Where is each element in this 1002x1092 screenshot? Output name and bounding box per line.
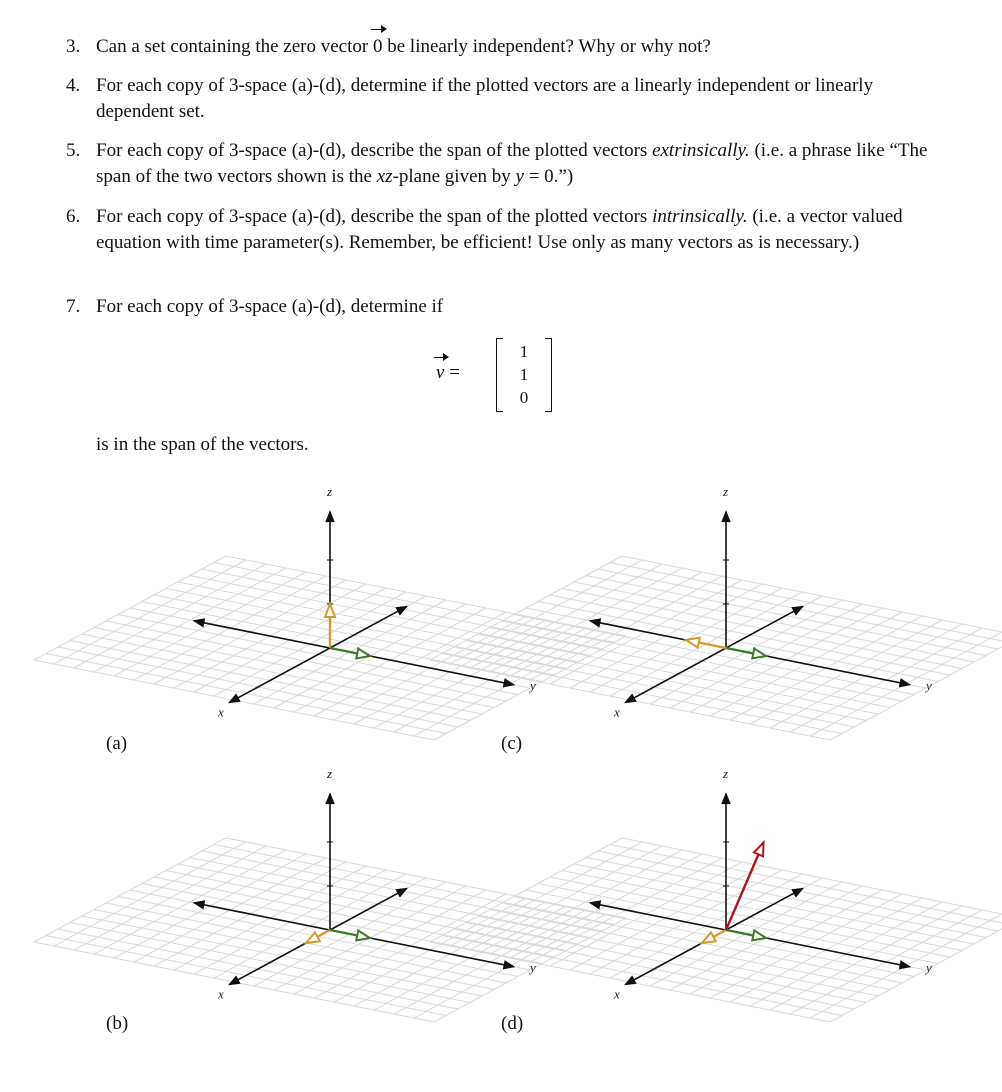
- x-axis-label: x: [218, 704, 224, 720]
- y-axis-arrowhead: [590, 619, 601, 627]
- grid-line: [74, 564, 266, 668]
- emphasis: intrinsically.: [652, 206, 748, 227]
- x-axis: [229, 606, 407, 702]
- green-vector-arrowhead: [752, 649, 766, 659]
- question-number: 3.: [66, 36, 81, 57]
- plot-label-a: (a): [106, 733, 128, 754]
- axes-3d-graph: [140, 766, 540, 1014]
- grid-line: [610, 845, 1002, 925]
- green-vector-arrowhead: [356, 931, 370, 941]
- grid-line: [34, 838, 226, 942]
- y-axis-label: y: [926, 960, 932, 976]
- orange-vector-arrowhead: [702, 932, 716, 943]
- question-number: 5.: [66, 140, 81, 161]
- axes-3d-graph: [536, 766, 936, 1014]
- y-axis-arrowhead: [194, 901, 205, 909]
- math-var: xz: [376, 166, 393, 187]
- left-bracket: [496, 338, 503, 412]
- question-text: = 0.”): [523, 166, 574, 187]
- grid-line: [622, 556, 1002, 636]
- plot-c: [536, 484, 936, 782]
- x-axis-arrowhead: [396, 606, 407, 614]
- axes-3d-graph: [536, 484, 936, 732]
- x-axis-label: x: [614, 704, 620, 720]
- column-matrix: [496, 336, 552, 414]
- z-axis-arrowhead: [722, 794, 730, 804]
- y-axis-arrowhead: [590, 901, 601, 909]
- z-axis-label: z: [723, 484, 729, 500]
- question-text: (i.e. a vector valued equation with time parameter(s). Remember, be efficient! Use only as many vectors as is necessary.): [96, 206, 903, 253]
- x-axis-label: x: [614, 986, 620, 1002]
- equals-sign: =: [449, 362, 460, 383]
- y-axis-label: y: [530, 678, 536, 694]
- question-text: For each copy of 3-space (a)-(d), determine if the plotted vectors are a linearly independent or linearly dependent set.: [96, 75, 874, 122]
- emphasis: extrinsically.: [652, 140, 750, 161]
- question-4: [66, 73, 938, 125]
- span-question-tail: is in the span of the vectors.: [96, 434, 309, 455]
- question-text: For each copy of 3-space (a)-(d), describe the span of the plotted vectors: [96, 206, 653, 227]
- z-axis-label: z: [723, 766, 729, 782]
- question-number: 7.: [66, 296, 81, 317]
- x-axis-arrowhead: [229, 976, 240, 984]
- x-axis-arrowhead: [625, 694, 636, 702]
- plot-label-b: (b): [106, 1013, 129, 1034]
- x-axis-arrowhead: [625, 976, 636, 984]
- x-axis-label: x: [218, 986, 224, 1002]
- orange-vector-arrowhead: [306, 932, 320, 943]
- grid-line: [34, 556, 226, 660]
- question-text: Can a set containing the zero vector: [96, 36, 373, 57]
- x-axis-arrowhead: [396, 888, 407, 896]
- red-vector-arrowhead: [754, 842, 764, 856]
- matrix-entry: 1: [519, 365, 529, 384]
- grid-line: [610, 563, 1002, 643]
- axes-3d-graph: [140, 484, 540, 732]
- z-axis-label: z: [327, 484, 333, 500]
- question-7: [66, 294, 938, 320]
- x-axis-arrowhead: [792, 888, 803, 896]
- grid-line: [54, 560, 246, 664]
- question-number: 4.: [66, 75, 81, 96]
- zero-vector-symbol: 0: [373, 34, 383, 60]
- question-6: [66, 204, 938, 256]
- plot-a: [140, 484, 540, 782]
- grid-line: [622, 838, 1002, 918]
- orange-vector-arrowhead: [686, 638, 700, 648]
- z-axis-arrowhead: [326, 794, 334, 804]
- right-bracket: [545, 338, 552, 412]
- question-text: -plane given by: [392, 166, 516, 187]
- matrix-entry: 1: [519, 342, 529, 361]
- question-text: be linearly independent? Why or why not?: [382, 36, 711, 57]
- grid-line: [94, 568, 286, 672]
- question-text: (i.e. a phrase like “The span of the two vectors shown is the: [96, 140, 928, 187]
- matrix-entry: 0: [519, 388, 529, 407]
- green-vector-arrowhead: [752, 931, 766, 941]
- grid-line: [94, 850, 286, 954]
- plot-label-d: (d): [501, 1013, 524, 1034]
- question-text: For each copy of 3-space (a)-(d), determine if: [96, 296, 444, 317]
- y-axis-label: y: [530, 960, 536, 976]
- z-axis-arrowhead: [722, 512, 730, 522]
- math-var: y: [515, 166, 524, 187]
- z-axis-arrowhead: [326, 512, 334, 522]
- x-axis-arrowhead: [792, 606, 803, 614]
- y-axis-arrowhead: [194, 619, 205, 627]
- question-text: For each copy of 3-space (a)-(d), describe the span of the plotted vectors: [96, 140, 653, 161]
- y-axis-label: y: [926, 678, 932, 694]
- grid-line: [54, 842, 246, 946]
- z-axis-label: z: [327, 766, 333, 782]
- question-number: 6.: [66, 206, 81, 227]
- x-axis-arrowhead: [229, 694, 240, 702]
- x-axis: [625, 606, 803, 702]
- vector-v-symbol: v: [436, 362, 445, 383]
- question-5: [66, 138, 938, 190]
- green-vector-arrowhead: [356, 649, 370, 659]
- question-3: [66, 34, 938, 60]
- plot-d: [536, 766, 936, 1064]
- grid-line: [74, 846, 266, 950]
- plot-b: [140, 766, 540, 1064]
- plot-label-c: (c): [501, 733, 523, 754]
